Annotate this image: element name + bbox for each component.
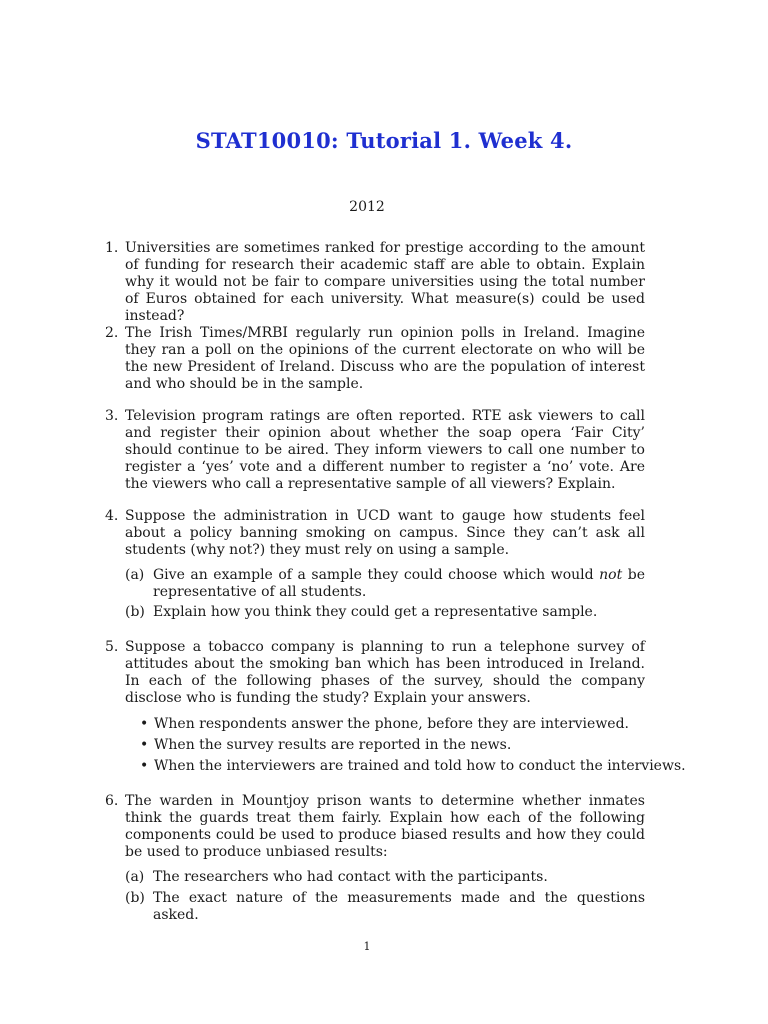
part-text: Give an example of a sample they could choose which would not be representative of all students. [153,567,645,600]
question-text: Suppose a tobacco company is planning to run a telephone survey of attitudes about the smoking ban which has been introduced in Ireland. In each of the following phases of the survey, should the company disclose who is funding the study? Explain your answers. [125,639,645,706]
question-number: 6. [105,793,119,809]
bullet-item [140,737,655,754]
part-text: Explain how you think they could get a representative sample. [153,604,598,620]
page-number: 1 [363,940,371,953]
bullet-icon: • [140,737,149,753]
page-title: STAT10010: Tutorial 1. Week 4. [195,128,573,153]
question-5 [105,639,645,707]
bullet-icon: • [140,758,149,774]
date: 2012 [349,199,385,215]
question-6-part-a [125,869,645,886]
question-number: 5. [105,639,119,655]
bullet-text: When the survey results are reported in the news. [154,737,512,753]
question-4-part-b [125,604,645,621]
question-1 [105,240,645,325]
question-text: The Irish Times/MRBI regularly run opinion polls in Ireland. Imagine they ran a poll on the opinions of the current electorate on who will be the new President of Ireland. Discuss who are the population of interest and who should be in the sample. [125,325,645,392]
bullet-item [140,716,655,733]
question-6-part-b [125,890,645,924]
question-number: 2. [105,325,119,341]
question-4 [105,508,645,559]
question-text: Suppose the administration in UCD want to gauge how students feel about a policy banning smoking on campus. Since they can’t ask all students (why not?) they must rely on using a sample. [125,508,645,558]
emphasis: not [599,567,623,583]
part-label: (a) [125,567,145,583]
part-label: (a) [125,869,145,885]
part-text: The exact nature of the measurements made and the questions asked. [153,890,645,923]
question-number: 3. [105,408,119,424]
part-label: (b) [125,890,145,906]
bullet-icon: • [140,716,149,732]
question-number: 1. [105,240,119,256]
question-text: Universities are sometimes ranked for prestige according to the amount of funding for research their academic staff are able to obtain. Explain why it would not be fair to compare universities using the total number of Euros obtained for each university. What measure(s) could be used instead? [125,240,645,324]
question-4-part-a [125,567,645,601]
bullet-item [140,758,686,775]
part-text: The researchers who had contact with the participants. [153,869,548,885]
question-3 [105,408,645,493]
question-text: The warden in Mountjoy prison wants to determine whether inmates think the guards treat them fairly. Explain how each of the following components could be used to produce biased results and how they could be used to produce unbiased results: [125,793,645,860]
question-6 [105,793,645,861]
question-text: Television program ratings are often reported. RTE ask viewers to call and register their opinion about whether the soap opera ‘Fair City’ should continue to be aired. They inform viewers to call one number to register a ‘yes’ vote and a different number to register a ‘no’ vote. Are the viewers who call a representative sample of all viewers? Explain. [125,408,645,492]
bullet-text: When the interviewers are trained and told how to conduct the interviews. [154,758,686,774]
question-number: 4. [105,508,119,524]
question-2 [105,325,645,393]
part-label: (b) [125,604,145,620]
bullet-text: When respondents answer the phone, before they are interviewed. [154,716,629,732]
